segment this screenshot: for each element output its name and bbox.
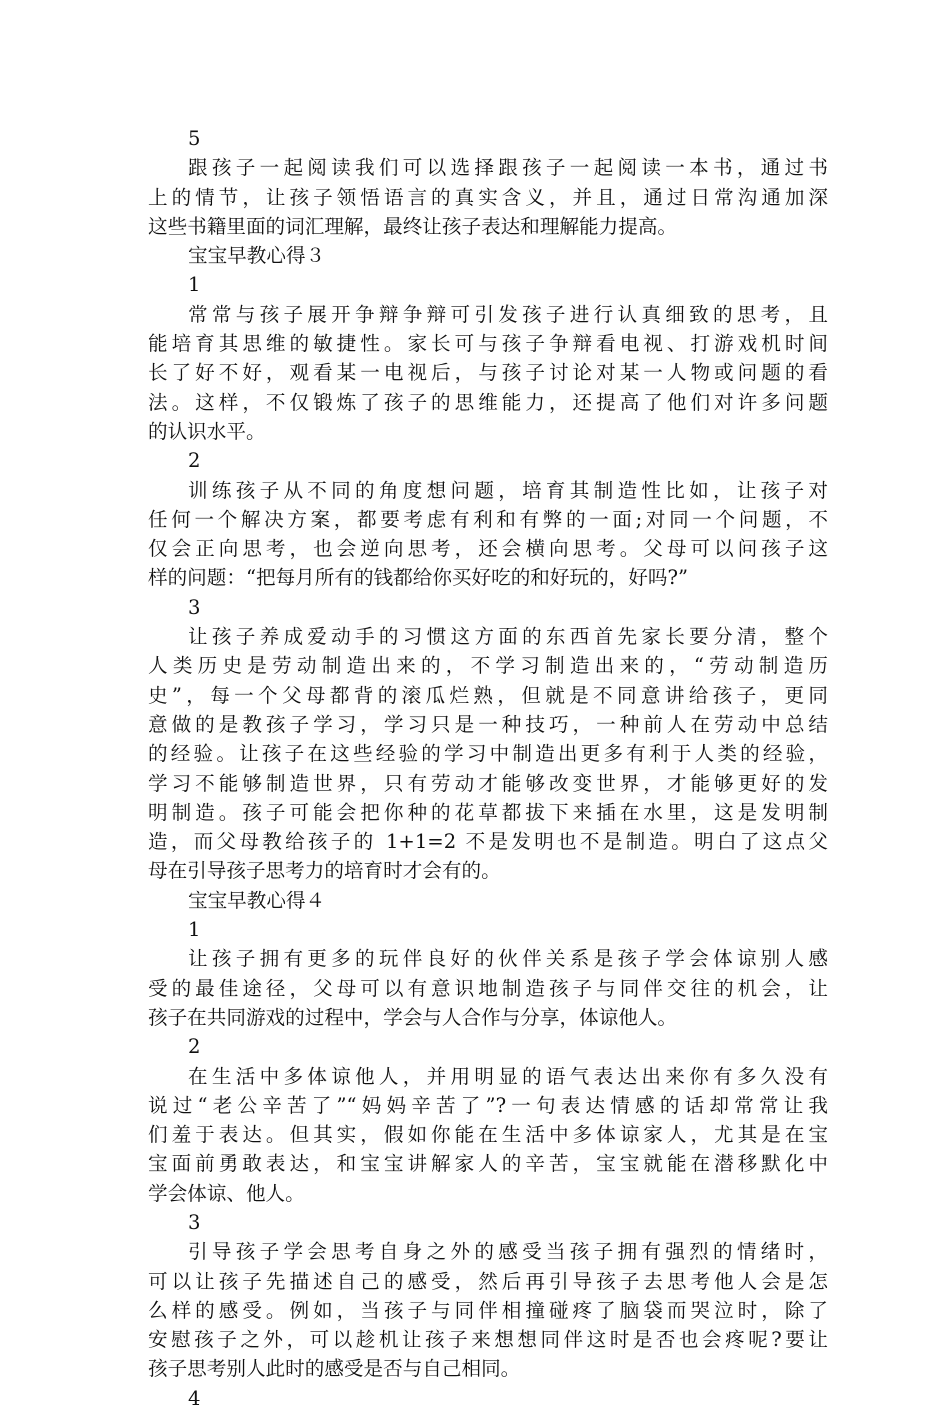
text-line: 人类历史是劳动制造出来的，不学习制造出来的，“劳动制造历 (148, 654, 828, 678)
text-line: 在生活中多体谅他人，并用明显的语气表达出来你有多久没有 (188, 1064, 828, 1088)
item-number (148, 593, 828, 622)
text-line: 宝面前勇敢表达，和宝宝讲解家人的辛苦，宝宝就能在潜移默化中 (148, 1152, 828, 1176)
text-line: 2 (188, 1035, 201, 1059)
section-heading (148, 241, 828, 270)
text-line: 任何一个解决方案，都要考虑有利和有弊的一面;对同一个问题，不 (148, 507, 828, 531)
paragraph (148, 1237, 828, 1383)
item-number (148, 446, 828, 475)
text-line: 的经验。让孩子在这些经验的学习中制造出更多有利于人类的经验， (148, 742, 828, 766)
item-number (148, 1208, 828, 1237)
text-line: 2 (188, 449, 201, 473)
paragraph (148, 476, 828, 593)
text-line: 学会体谅、他人。 (148, 1181, 305, 1205)
text-line: 孩子在共同游戏的过程中，学会与人合作与分享，体谅他人。 (148, 1005, 678, 1029)
item-number (148, 1032, 828, 1061)
text-line: 母在引导孩子思考力的培育时才会有的。 (148, 859, 501, 883)
document-page (148, 124, 828, 1413)
text-line: 上的情节，让孩子领悟语言的真实含义，并且，通过日常沟通加深 (148, 185, 828, 209)
text-line: 仅会正向思考，也会逆向思考，还会横向思考。父母可以问孩子这 (148, 537, 828, 561)
text-line: 们羞于表达。但其实，假如你能在生活中多体谅家人，尤其是在宝 (148, 1123, 828, 1147)
paragraph (148, 300, 828, 446)
text-line: 1 (188, 273, 201, 297)
text-line: 1 (188, 918, 201, 942)
paragraph (148, 153, 828, 241)
text-line: 让孩子养成爱动手的习惯这方面的东西首先家长要分清，整个 (188, 625, 828, 649)
text-line: 说过“老公辛苦了”“妈妈辛苦了”?一句表达情感的话却常常让我 (148, 1093, 828, 1117)
text-line: 3 (188, 1210, 201, 1234)
text-line: 安慰孩子之外，可以趁机让孩子来想想同伴这时是否也会疼呢?要让 (148, 1328, 828, 1352)
text-line: 这些书籍里面的词汇理解，最终让孩子表达和理解能力提高。 (148, 214, 678, 238)
text-line: 受的最佳途径，父母可以有意识地制造孩子与同伴交往的机会，让 (148, 976, 828, 1000)
section-heading (148, 886, 828, 915)
text-line: 能培育其思维的敏捷性。家长可与孩子争辩看电视、打游戏机时间 (148, 332, 828, 356)
item-number (148, 124, 828, 153)
text-line: 宝宝早教心得３ (188, 244, 326, 268)
text-line: 样的问题：“把每月所有的钱都给你买好吃的和好玩的，好吗?” (148, 566, 688, 590)
text-line: 可以让孩子先描述自己的感受，然后再引导孩子去思考他人会是怎 (148, 1269, 828, 1293)
text-line: 么样的感受。例如，当孩子与同伴相撞碰疼了脑袋而哭泣时，除了 (148, 1298, 828, 1322)
text-line: 5 (188, 127, 201, 150)
paragraph (148, 622, 828, 886)
text-line: 引导孩子学会思考自身之外的感受当孩子拥有强烈的情绪时， (188, 1240, 828, 1264)
paragraph (148, 944, 828, 1032)
text-line: 史”，每一个父母都背的滚瓜烂熟，但就是不同意讲给孩子，更同 (148, 683, 828, 707)
text-line: 造，而父母教给孩子的 1+1=2 不是发明也不是制造。明白了这点父 (148, 830, 828, 854)
text-line: 4 (188, 1386, 201, 1410)
text-line: 训练孩子从不同的角度想问题，培育其制造性比如，让孩子对 (188, 478, 828, 502)
text-line: 宝宝早教心得４ (188, 888, 326, 912)
text-line: 意做的是教孩子学习，学习只是一种技巧，一种前人在劳动中总结 (148, 712, 828, 736)
text-line: 法。这样，不仅锻炼了孩子的思维能力，还提高了他们对许多问题 (148, 390, 828, 414)
text-line: 学习不能够制造世界，只有劳动才能够改变世界，才能够更好的发 (148, 771, 828, 795)
text-line: 常常与孩子展开争辩争辩可引发孩子进行认真细致的思考，且 (188, 302, 828, 326)
text-line: 3 (188, 595, 201, 619)
paragraph (148, 1062, 828, 1208)
text-line: 长了好不好，观看某一电视后，与孩子讨论对某一人物或问题的看 (148, 361, 828, 385)
text-line: 让孩子拥有更多的玩伴良好的伙伴关系是孩子学会体谅别人感 (188, 947, 828, 971)
item-number (148, 270, 828, 299)
item-number (148, 915, 828, 944)
text-line: 的认识水平。 (148, 419, 266, 443)
text-line: 明制造。孩子可能会把你种的花草都拔下来插在水里，这是发明制 (148, 800, 828, 824)
text-line: 孩子思考别人此时的感受是否与自己相同。 (148, 1357, 521, 1381)
item-number (148, 1384, 828, 1413)
text-line: 跟孩子一起阅读我们可以选择跟孩子一起阅读一本书，通过书 (188, 156, 828, 180)
